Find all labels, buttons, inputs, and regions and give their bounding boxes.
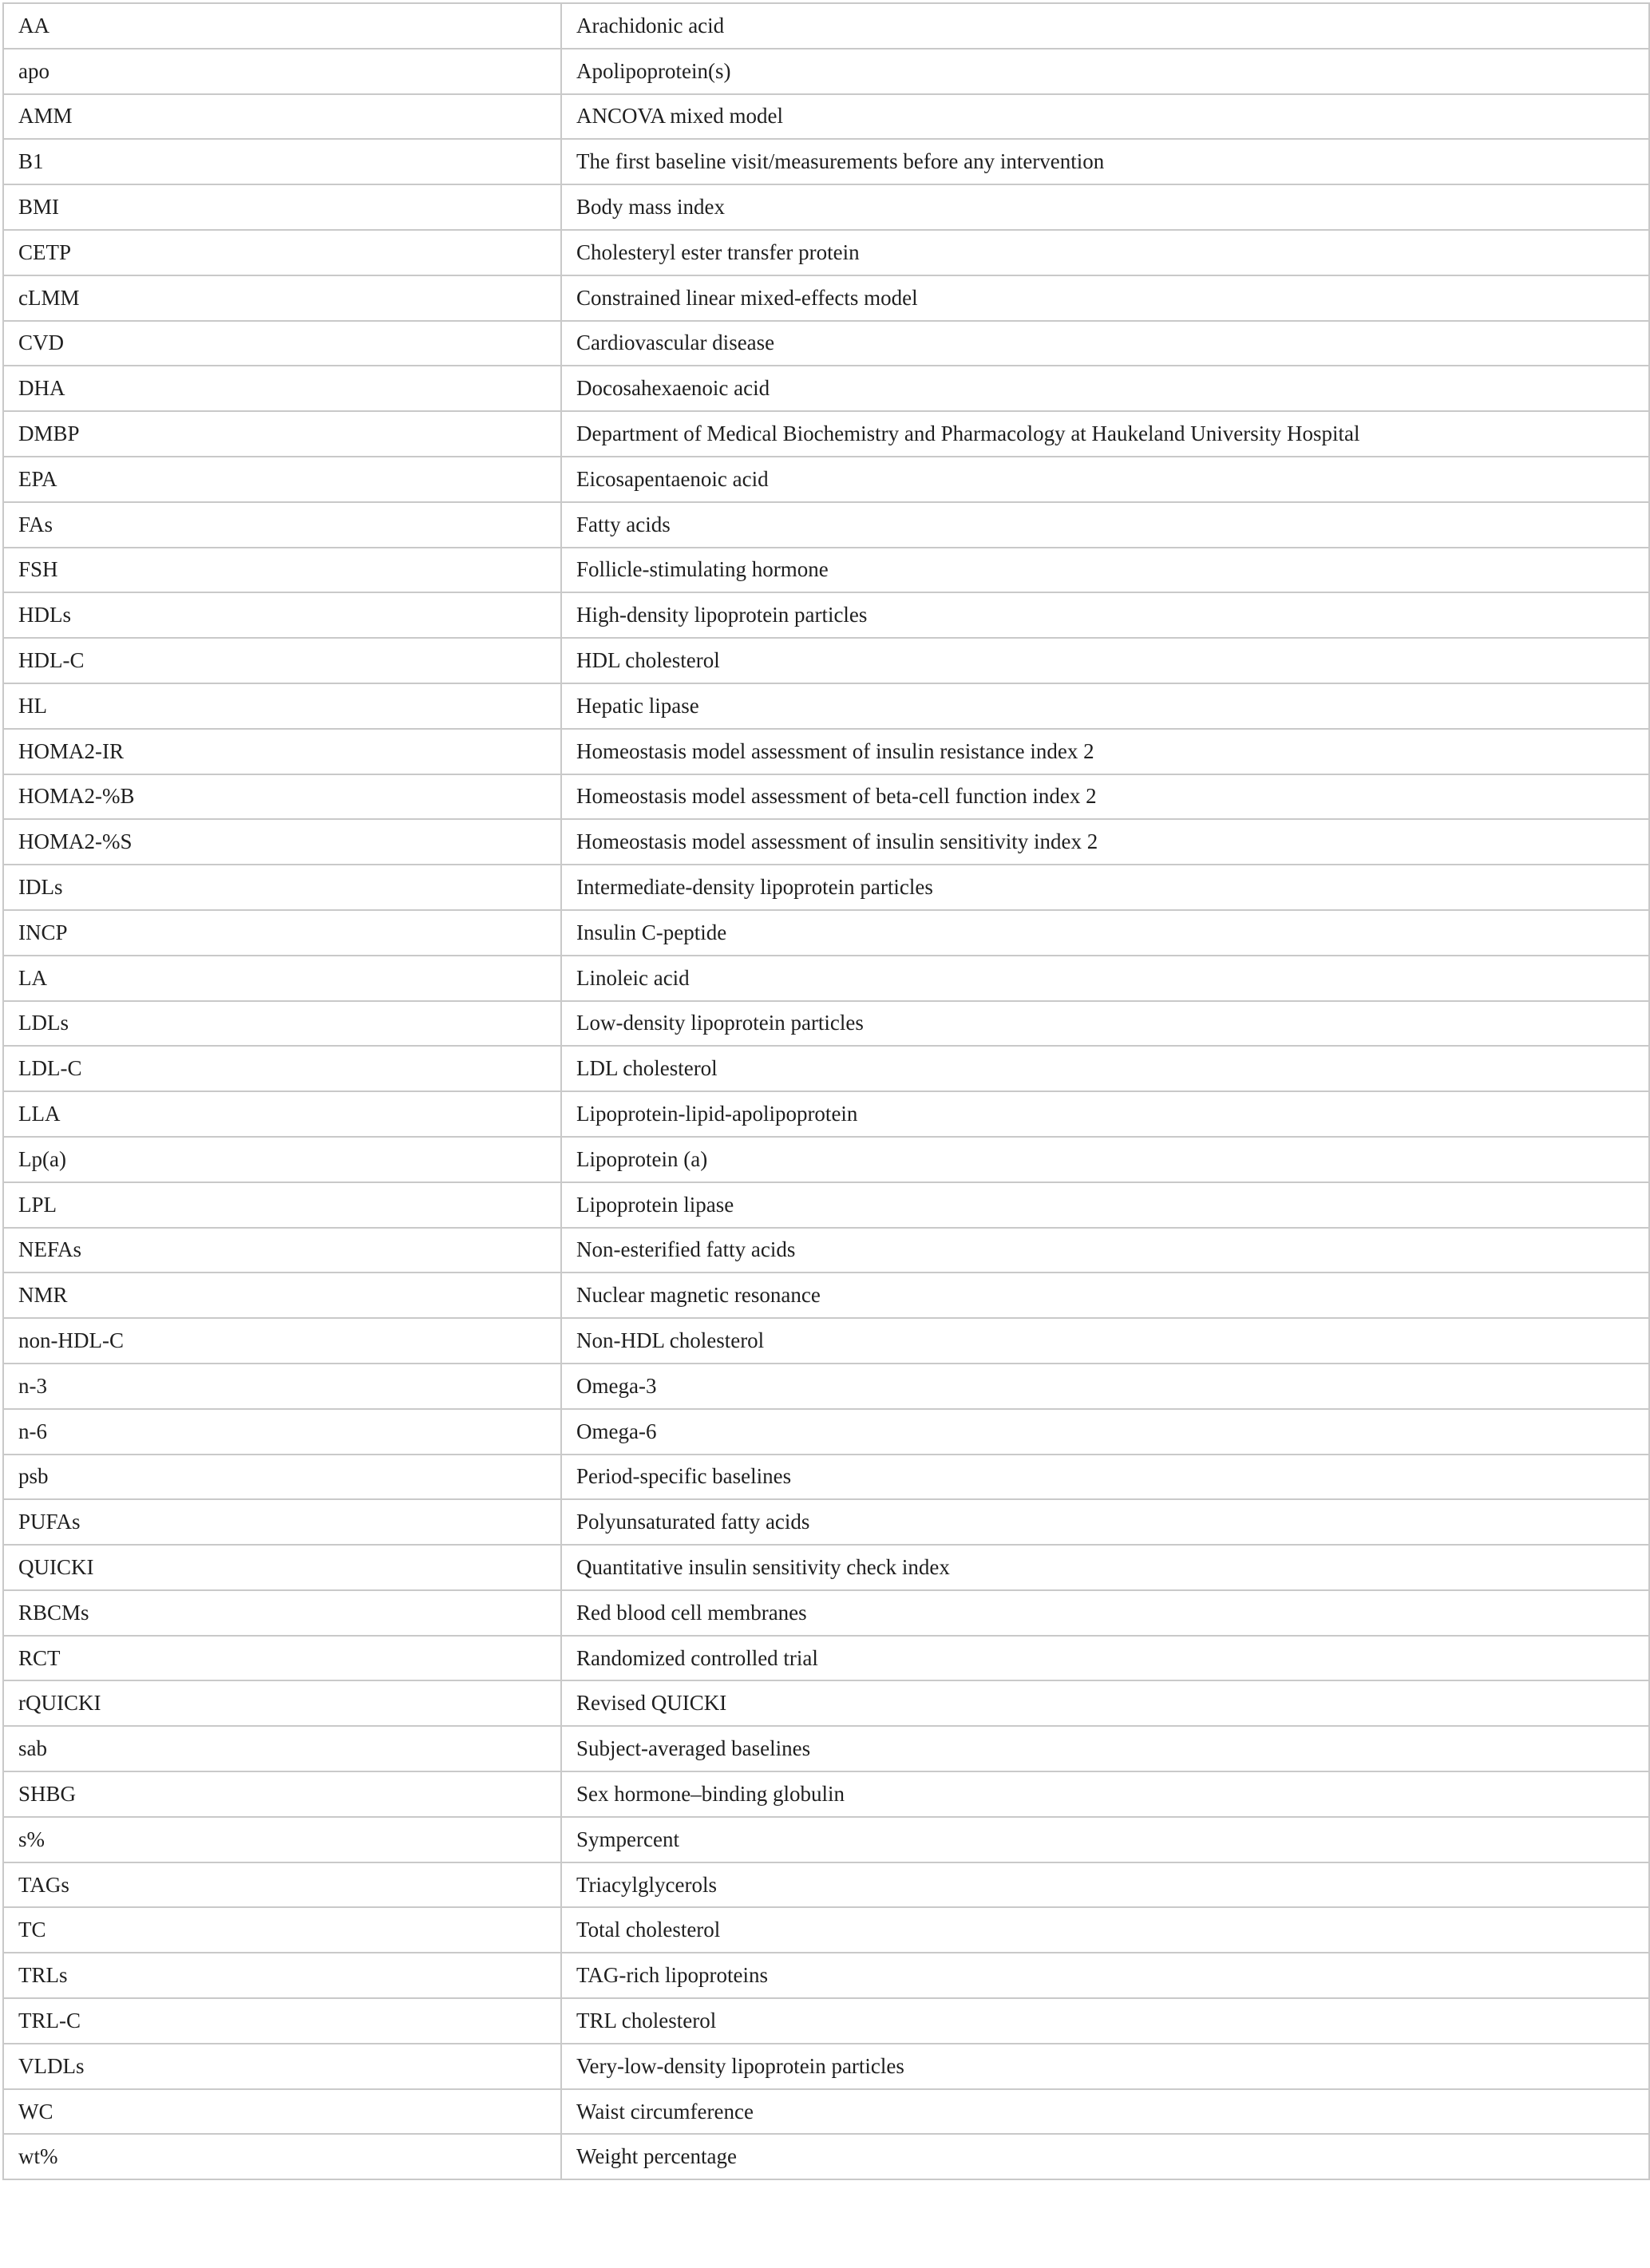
definition-cell: Hepatic lipase — [561, 683, 1649, 729]
table-row — [3, 1273, 1649, 1318]
definition-cell: Intermediate-density lipoprotein particles — [561, 865, 1649, 910]
table-row — [3, 1318, 1649, 1364]
table-row — [3, 2044, 1649, 2089]
definition-cell: Arachidonic acid — [561, 3, 1649, 49]
table-row — [3, 366, 1649, 411]
table-row — [3, 411, 1649, 457]
definition-cell: Homeostasis model assessment of insulin resistance index 2 — [561, 729, 1649, 774]
table-row — [3, 910, 1649, 956]
definition-cell: Revised QUICKI — [561, 1680, 1649, 1726]
abbreviation-cell: INCP — [3, 910, 561, 956]
abbreviations-table — [2, 2, 1650, 2180]
abbreviation-cell: HDLs — [3, 592, 561, 638]
definition-cell: Eicosapentaenoic acid — [561, 457, 1649, 502]
abbreviation-cell: WC — [3, 2089, 561, 2135]
table-row — [3, 184, 1649, 230]
definition-cell: Fatty acids — [561, 502, 1649, 548]
table-row — [3, 3, 1649, 49]
abbreviation-cell: LA — [3, 956, 561, 1001]
table-row — [3, 1455, 1649, 1500]
definition-cell: Waist circumference — [561, 2089, 1649, 2135]
abbreviation-cell: TRLs — [3, 1953, 561, 1998]
table-row — [3, 1953, 1649, 1998]
table-row — [3, 1726, 1649, 1771]
definition-cell: Very-low-density lipoprotein particles — [561, 2044, 1649, 2089]
abbreviation-cell: TAGs — [3, 1862, 561, 1908]
definition-cell: Homeostasis model assessment of beta-cell function index 2 — [561, 774, 1649, 820]
definition-cell: Lipoprotein lipase — [561, 1182, 1649, 1228]
table-row — [3, 683, 1649, 729]
definition-cell: Non-HDL cholesterol — [561, 1318, 1649, 1364]
table-row — [3, 2089, 1649, 2135]
abbreviation-cell: AA — [3, 3, 561, 49]
table-row — [3, 230, 1649, 275]
abbreviation-cell: rQUICKI — [3, 1680, 561, 1726]
abbreviation-cell: NMR — [3, 1273, 561, 1318]
definition-cell: Department of Medical Biochemistry and Pharmacology at Haukeland University Hospital — [561, 411, 1649, 457]
table-row — [3, 139, 1649, 184]
abbreviations-table-body — [3, 3, 1649, 2179]
definition-cell: Randomized controlled trial — [561, 1636, 1649, 1681]
abbreviation-cell: SHBG — [3, 1771, 561, 1817]
definition-cell: Constrained linear mixed-effects model — [561, 275, 1649, 321]
abbreviation-cell: wt% — [3, 2134, 561, 2179]
abbreviation-cell: CETP — [3, 230, 561, 275]
table-row — [3, 1228, 1649, 1273]
definition-cell: Non-esterified fatty acids — [561, 1228, 1649, 1273]
table-row — [3, 638, 1649, 683]
table-row — [3, 275, 1649, 321]
table-row — [3, 321, 1649, 366]
table-row — [3, 1590, 1649, 1636]
table-row — [3, 1907, 1649, 1953]
abbreviation-cell: TC — [3, 1907, 561, 1953]
table-row — [3, 1817, 1649, 1862]
abbreviation-cell: n-6 — [3, 1409, 561, 1455]
table-row — [3, 956, 1649, 1001]
abbreviation-cell: CVD — [3, 321, 561, 366]
abbreviation-cell: RBCMs — [3, 1590, 561, 1636]
abbreviation-cell: NEFAs — [3, 1228, 561, 1273]
abbreviation-cell: BMI — [3, 184, 561, 230]
abbreviation-cell: DHA — [3, 366, 561, 411]
definition-cell: Sympercent — [561, 1817, 1649, 1862]
definition-cell: Period-specific baselines — [561, 1455, 1649, 1500]
abbreviation-cell: LPL — [3, 1182, 561, 1228]
abbreviation-cell: HOMA2-IR — [3, 729, 561, 774]
table-row — [3, 1545, 1649, 1590]
table-row — [3, 865, 1649, 910]
abbreviation-cell: HOMA2-%B — [3, 774, 561, 820]
abbreviation-cell: AMM — [3, 94, 561, 140]
definition-cell: Lipoprotein (a) — [561, 1137, 1649, 1182]
definition-cell: Triacylglycerols — [561, 1862, 1649, 1908]
table-row — [3, 1137, 1649, 1182]
definition-cell: Omega-3 — [561, 1364, 1649, 1409]
abbreviation-cell: QUICKI — [3, 1545, 561, 1590]
table-row — [3, 1680, 1649, 1726]
abbreviation-cell: HL — [3, 683, 561, 729]
definition-cell: The first baseline visit/measurements before any intervention — [561, 139, 1649, 184]
definition-cell: Homeostasis model assessment of insulin sensitivity index 2 — [561, 819, 1649, 865]
abbreviation-cell: B1 — [3, 139, 561, 184]
table-row — [3, 457, 1649, 502]
definition-cell: Quantitative insulin sensitivity check index — [561, 1545, 1649, 1590]
abbreviation-cell: sab — [3, 1726, 561, 1771]
definition-cell: Total cholesterol — [561, 1907, 1649, 1953]
table-row — [3, 94, 1649, 140]
table-row — [3, 729, 1649, 774]
definition-cell: Low-density lipoprotein particles — [561, 1001, 1649, 1047]
table-row — [3, 819, 1649, 865]
definition-cell: Body mass index — [561, 184, 1649, 230]
table-row — [3, 1636, 1649, 1681]
definition-cell: Linoleic acid — [561, 956, 1649, 1001]
table-row — [3, 1001, 1649, 1047]
definition-cell: Follicle-stimulating hormone — [561, 548, 1649, 593]
table-row — [3, 1499, 1649, 1545]
definition-cell: Subject-averaged baselines — [561, 1726, 1649, 1771]
abbreviation-cell: apo — [3, 49, 561, 94]
table-row — [3, 1182, 1649, 1228]
table-row — [3, 1862, 1649, 1908]
abbreviation-cell: EPA — [3, 457, 561, 502]
abbreviation-cell: LLA — [3, 1091, 561, 1137]
definition-cell: Omega-6 — [561, 1409, 1649, 1455]
abbreviation-cell: Lp(a) — [3, 1137, 561, 1182]
definition-cell: LDL cholesterol — [561, 1046, 1649, 1091]
definition-cell: Insulin C-peptide — [561, 910, 1649, 956]
abbreviation-cell: n-3 — [3, 1364, 561, 1409]
definition-cell: High-density lipoprotein particles — [561, 592, 1649, 638]
abbreviation-cell: RCT — [3, 1636, 561, 1681]
table-row — [3, 1409, 1649, 1455]
table-row — [3, 502, 1649, 548]
abbreviation-cell: IDLs — [3, 865, 561, 910]
definition-cell: Cholesteryl ester transfer protein — [561, 230, 1649, 275]
table-row — [3, 1998, 1649, 2044]
definition-cell: TAG-rich lipoproteins — [561, 1953, 1649, 1998]
definition-cell: ANCOVA mixed model — [561, 94, 1649, 140]
definition-cell: Red blood cell membranes — [561, 1590, 1649, 1636]
table-row — [3, 2134, 1649, 2179]
definition-cell: Sex hormone–binding globulin — [561, 1771, 1649, 1817]
abbreviation-cell: HOMA2-%S — [3, 819, 561, 865]
abbreviation-cell: FAs — [3, 502, 561, 548]
abbreviation-cell: PUFAs — [3, 1499, 561, 1545]
table-row — [3, 49, 1649, 94]
abbreviation-cell: LDL-C — [3, 1046, 561, 1091]
definition-cell: HDL cholesterol — [561, 638, 1649, 683]
table-row — [3, 1771, 1649, 1817]
definition-cell: Lipoprotein-lipid-apolipoprotein — [561, 1091, 1649, 1137]
definition-cell: Weight percentage — [561, 2134, 1649, 2179]
abbreviation-cell: psb — [3, 1455, 561, 1500]
table-row — [3, 774, 1649, 820]
table-row — [3, 592, 1649, 638]
abbreviation-cell: FSH — [3, 548, 561, 593]
abbreviation-cell: HDL-C — [3, 638, 561, 683]
definition-cell: Cardiovascular disease — [561, 321, 1649, 366]
abbreviation-cell: LDLs — [3, 1001, 561, 1047]
table-row — [3, 1364, 1649, 1409]
table-row — [3, 1091, 1649, 1137]
abbreviation-cell: s% — [3, 1817, 561, 1862]
definition-cell: TRL cholesterol — [561, 1998, 1649, 2044]
definition-cell: Docosahexaenoic acid — [561, 366, 1649, 411]
table-row — [3, 1046, 1649, 1091]
abbreviation-cell: DMBP — [3, 411, 561, 457]
definition-cell: Nuclear magnetic resonance — [561, 1273, 1649, 1318]
abbreviation-cell: TRL-C — [3, 1998, 561, 2044]
abbreviation-cell: cLMM — [3, 275, 561, 321]
abbreviation-cell: VLDLs — [3, 2044, 561, 2089]
definition-cell: Polyunsaturated fatty acids — [561, 1499, 1649, 1545]
definition-cell: Apolipoprotein(s) — [561, 49, 1649, 94]
abbreviation-cell: non-HDL-C — [3, 1318, 561, 1364]
table-row — [3, 548, 1649, 593]
